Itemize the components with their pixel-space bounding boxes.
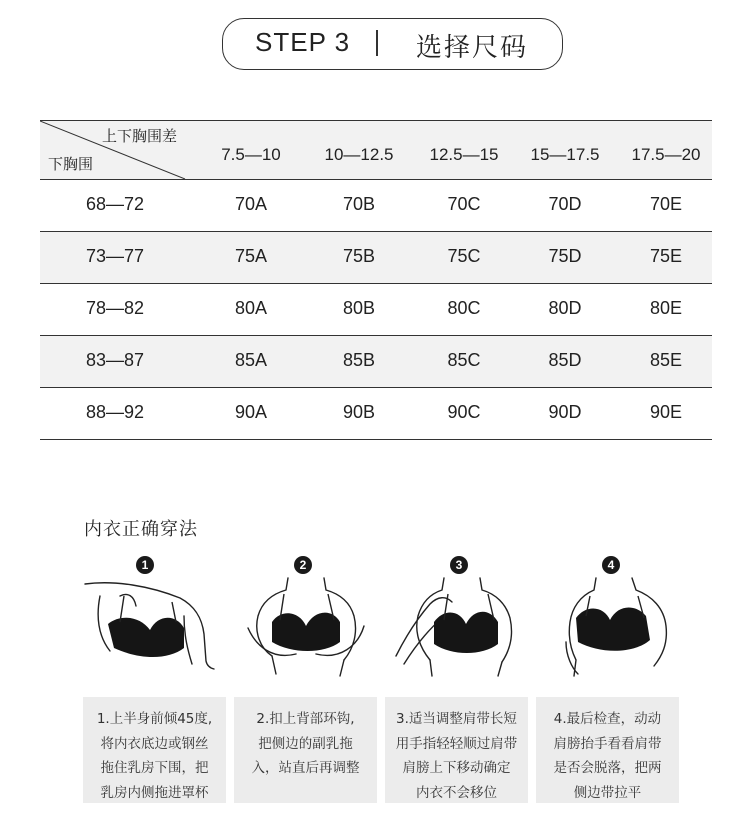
column-header: 7.5—10 [221,145,281,164]
band-size-cell: 83—87 [85,350,145,370]
column-header: 17.5—20 [631,145,701,164]
table-row [40,180,712,232]
size-cell: 90B [342,402,376,422]
size-cell: 70D [548,194,582,214]
column-axis-label: 上下胸围差 [102,127,178,145]
size-cell: 80C [447,298,481,318]
step-title: 选择尺码 [416,33,529,63]
table-header-row [40,120,712,180]
step-4-caption [536,697,679,803]
caption-line: 4.最后检查，动动 [553,711,662,727]
size-cell: 85D [548,350,582,370]
caption-line: 是否会脱落，把两 [553,760,662,776]
leaning-figure-icon [80,556,220,686]
size-cell: 85C [447,350,481,370]
size-chart-table [40,120,712,440]
step-label: STEP 3 [255,27,351,57]
size-cell: 70B [342,194,376,214]
table-row [40,232,712,284]
step-2-illustration [236,556,376,686]
step-2-caption [234,697,377,803]
caption-line: 入，站直后再调整 [251,760,360,776]
caption-line: 内衣不会移位 [416,784,497,801]
step-number-badge: 3 [450,556,468,574]
caption-line: 肩膀上下移动确定 [402,760,511,776]
step-1-illustration [80,556,220,686]
step-number-badge: 2 [294,556,312,574]
size-cell: 85B [342,350,376,370]
caption-line: 侧边带拉平 [573,784,642,801]
guide-title: 内衣正确穿法 [84,519,198,540]
caption-line: 把侧边的副乳拖 [258,735,353,752]
size-cell: 75A [234,246,268,266]
size-cell: 85A [234,350,268,370]
size-cell: 80A [234,298,268,318]
size-cell: 70C [447,194,481,214]
size-cell: 85E [649,350,683,370]
caption-line: 3.适当调整肩带长短 [396,711,517,727]
caption-line: 乳房内侧拖进罩杯 [100,784,209,801]
caption-line: 肩膀抬手看看肩带 [553,735,662,752]
step-4-illustration [546,556,686,686]
size-cell: 75C [447,246,481,266]
table-row [40,284,712,336]
row-axis-label: 下胸围 [48,155,94,173]
band-size-cell: 88—92 [85,402,145,422]
size-cell: 90D [548,402,582,422]
step-header [222,18,563,70]
step-1-caption [83,697,226,803]
band-size-cell: 73—77 [85,246,145,266]
strap-adjust-figure-icon [390,556,530,686]
step-number-badge: 4 [602,556,620,574]
size-cell: 80B [342,298,376,318]
step-number-badge: 1 [136,556,154,574]
header-divider [376,30,378,56]
column-header: 15—17.5 [530,145,600,164]
final-check-figure-icon [546,556,686,686]
band-size-cell: 78—82 [85,298,145,318]
size-cell: 90C [447,402,481,422]
caption-line: 用手指轻轻顺过肩带 [395,735,518,752]
table-row [40,336,712,388]
size-cell: 70E [649,194,683,214]
size-cell: 90A [234,402,268,422]
size-cell: 80D [548,298,582,318]
column-header: 10—12.5 [324,145,394,164]
size-cell: 75B [342,246,376,266]
size-cell: 80E [649,298,683,318]
column-header: 12.5—15 [429,145,499,164]
step-3-illustration [390,556,530,686]
caption-line: 2.扣上背部环钩, [256,711,355,727]
caption-line: 拖住乳房下围，把 [100,760,209,776]
size-cell: 75D [548,246,582,266]
table-row [40,388,712,440]
size-cell: 70A [234,194,268,214]
size-cell: 90E [649,402,683,422]
caption-line: 1.上半身前倾45度, [96,711,213,727]
hook-clasp-figure-icon [236,556,376,686]
size-cell: 75E [649,246,683,266]
caption-line: 将内衣底边或钢丝 [100,735,209,752]
step-3-caption [385,697,528,803]
band-size-cell: 68—72 [85,194,145,214]
